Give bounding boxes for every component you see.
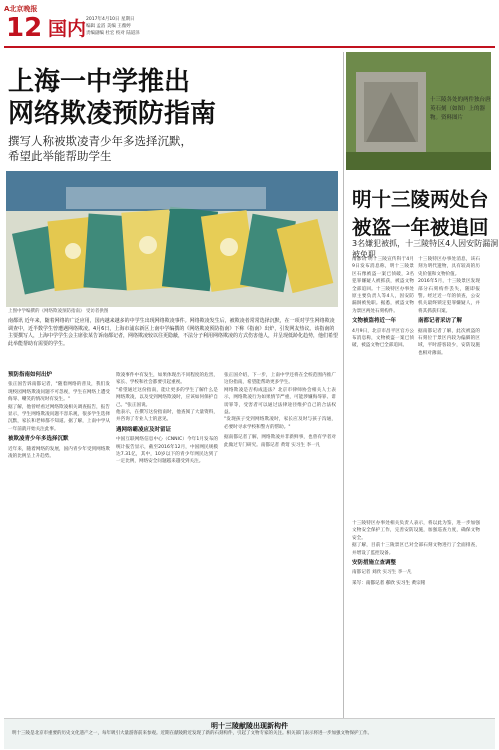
proof-credit: 责编副编 杜宏 校对 陆道泽: [86, 31, 140, 36]
story1-column-3-text: 据南都记者了解，网络欺凌并非新鲜事，也曾有学者对此做过专门研究。南都记者 黄莺 实习生 李一凡: [224, 435, 336, 448]
story2-headline: [352, 186, 489, 242]
story2-column-1-text: 南都讯 明十三陵宣传科于4月9日发布消息称，明十三陵景区石像被盗一案已侦破，3名犯罪嫌疑人被抓获，被盗文物全部追回。十三陵特区办事处原主要负责人等4人，因安防漏洞被免职。据悉，被盗文物为景区两处石刻构件。: [352, 257, 414, 314]
story1-headline-line1: 上海一中学推出: [8, 67, 191, 97]
masthead-info: [86, 16, 140, 37]
story1-sub-line1: 撰写人称被欺凌青少年多选择沉默，: [8, 134, 192, 148]
story2-column-3-text: 南都记者 刘欣 实习生 李一凡: [352, 570, 412, 576]
story1-lead-paragraph: 南都讯 近年来，随着网络的广泛应用，国内越来越多的中学生出现网络欺凌事件。网络欺凌发生后，被欺凌者常常选择沉默，在一项对学生网络欺凌调查中，近半数学生曾遭遇网络欺凌。4月6日，上海市浦东新区上南中学编撰的《网络欺凌预防指南》下称《指南》出炉，引发网友热议。该指南的主要撰写人，上海中学学生会主席张某告诉南都记者，网络欺凌较以往更隐蔽，不法分子利用网络欺凌的方式伤害他人，并呈现低龄化趋势，他们希望此举能帮助有需要的学生。: [8, 318, 339, 347]
booklet-photo-caption: 上图中学编撰的《网络欺凌预防指南》 受访者供图: [8, 309, 109, 314]
story1-column-2-text: 欺凌事件中有发生，如果体现出不同程度的危害，家长、学校和社会都要引起重视。 "希望通过这份指南，能让更多的学生了解什么是网络欺凌，以及受到网络欺凌时，应该如何保护自己。"张正国说。 他表示，在撰写这份指南时，他查阅了大量资料，并咨询了专业人士的意见。: [116, 373, 218, 423]
story1-subheading: 被欺凌青少年多选择沉默: [8, 436, 69, 443]
story1-column-3-text: 张正国介绍，下一步，上南中学还将在全校范围内推广这份指南，希望能帮助更多学生。 网络欺凌是否构成违法？北京市律师协会相关人士表示，网络欺凌行为如果情节严重，可能涉嫌侮辱罪、诽谤罪等，受害者可以通过法律途径维护自己的合法权益。 "发现孩子受到网络欺凌时，家长应及时与孩子沟通，必要时寻求学校和警方的帮助。": [224, 373, 336, 430]
story1-headline: [8, 66, 338, 130]
story2-column-1-text: 4月9日，北京市昌平区官方公布消息称，文物被盗一案已侦破，被盗文物已全部追回。: [352, 328, 414, 349]
bottom-band-title: 明十三陵献陵出现新构件: [211, 722, 288, 730]
bottom-news-band: [4, 718, 495, 749]
carving-photo-caption: 十三陵各处的两件独台唐英石刻（如图）上的器物。资料图片: [430, 97, 491, 121]
story2-column-2-text: 据南都记者了解，此次被盗的石刻位于景区内较为偏僻的区域，平时游客较少，安防设施也相对薄弱。: [418, 328, 480, 356]
story1-subheading: 遇网络霸凌应及时留证: [116, 426, 172, 433]
story2-reporter-credit: 采写：南都记者 郝欣 实习生 黄宗铭: [352, 580, 426, 586]
story1-subheadline: [8, 134, 338, 164]
story2-column-1: [352, 256, 414, 350]
story2-column-3: [352, 520, 480, 587]
booklet-photo: [6, 171, 338, 307]
story1-column-3: [224, 372, 336, 449]
story2-column-2: [418, 256, 480, 357]
story2-subheading: 安防措施立查调整: [352, 560, 397, 567]
issue-date: 2017年4月10日 星期日: [86, 17, 135, 22]
story1-column-1-text: 近年来，随着网络的发展，国内青少年受到网络欺凌的比例呈上升趋势。: [8, 446, 110, 460]
story2-subheading: 文物被盗将近一年: [352, 318, 397, 325]
booklet-illustration: [6, 171, 338, 307]
story1-headline-line2: 网络欺凌预防指南: [8, 99, 217, 129]
story2-column-3-text: 十三陵特区办事处相关负责人表示，将以此为鉴，进一步加强文物安全保护工作，完善安防设施，加强巡查力度，确保文物安全。 据了解，目前十三陵景区已对全部石刻文物进行了全面排查，并增设了监控设备。: [352, 521, 480, 556]
story2-subheadline: 3名嫌犯被抓，十三陵特区4人因安防漏洞被免职: [352, 239, 499, 259]
story1-column-2-text: 中国互联网络信息中心（CNNIC）今年1月发布的统计报告显示，截至2016年12月，中国网民规模达7.31亿，其中，10岁以下的青少年网民达到了一定比例，网络安全问题越来越受到关注。: [116, 437, 218, 465]
story1-subheading: 预防指南如何出炉: [8, 372, 53, 378]
story2-headline-line2: 被盗一年被追回: [352, 216, 489, 239]
story1-column-1: [8, 372, 110, 460]
header-divider: [4, 46, 495, 48]
section-title: 国内: [48, 18, 87, 40]
page-number: 12: [6, 13, 43, 43]
editor-credit: 编辑 孟滔 美编 王薇婷: [86, 24, 131, 29]
story1-column-1-text: 张正国告诉南都记者，"随着网络的普及，我们发现校园网络欺凌问题不可忽视，学生在网络上遭受侮辱、嘲笑的情况时有发生。" 据了解，他曾经看过网络欺凌相关调查报告，报告显示，学生网络欺凌问题不容乐观，很多学生选择沉默，家长和老师都不知道。据了解，上南中学从一年前就开始关注此事。: [8, 382, 110, 432]
story2-column-2-text: 十三陵特区办事处消息，该石刻为明代遗物，具有较高的历史价值和文物价值。 2016年5月，十三陵景区发现部分石刻构件丢失，随即报警。经过近一年的侦查，公安机关最终锁定犯罪嫌疑人，并将其抓获归案。: [418, 257, 480, 314]
bottom-band-text: 明十三陵是北京市重要的历史文化遗产之一，每年吸引大量游客前来参观。近期在献陵附近发现了新的石刻构件，引起了文物专家的关注。相关部门表示将进一步加强文物保护工作。: [12, 731, 372, 736]
story2-headline-line1: 明十三陵两处台: [352, 188, 489, 211]
column-divider: [343, 52, 344, 737]
newspaper-logo: A北京晚报: [4, 5, 38, 13]
story1-sub-line2: 希望此举能帮助学生: [8, 149, 112, 163]
story2-subheading: 南都记者采访了解: [418, 318, 463, 325]
story1-column-2: [116, 372, 218, 466]
